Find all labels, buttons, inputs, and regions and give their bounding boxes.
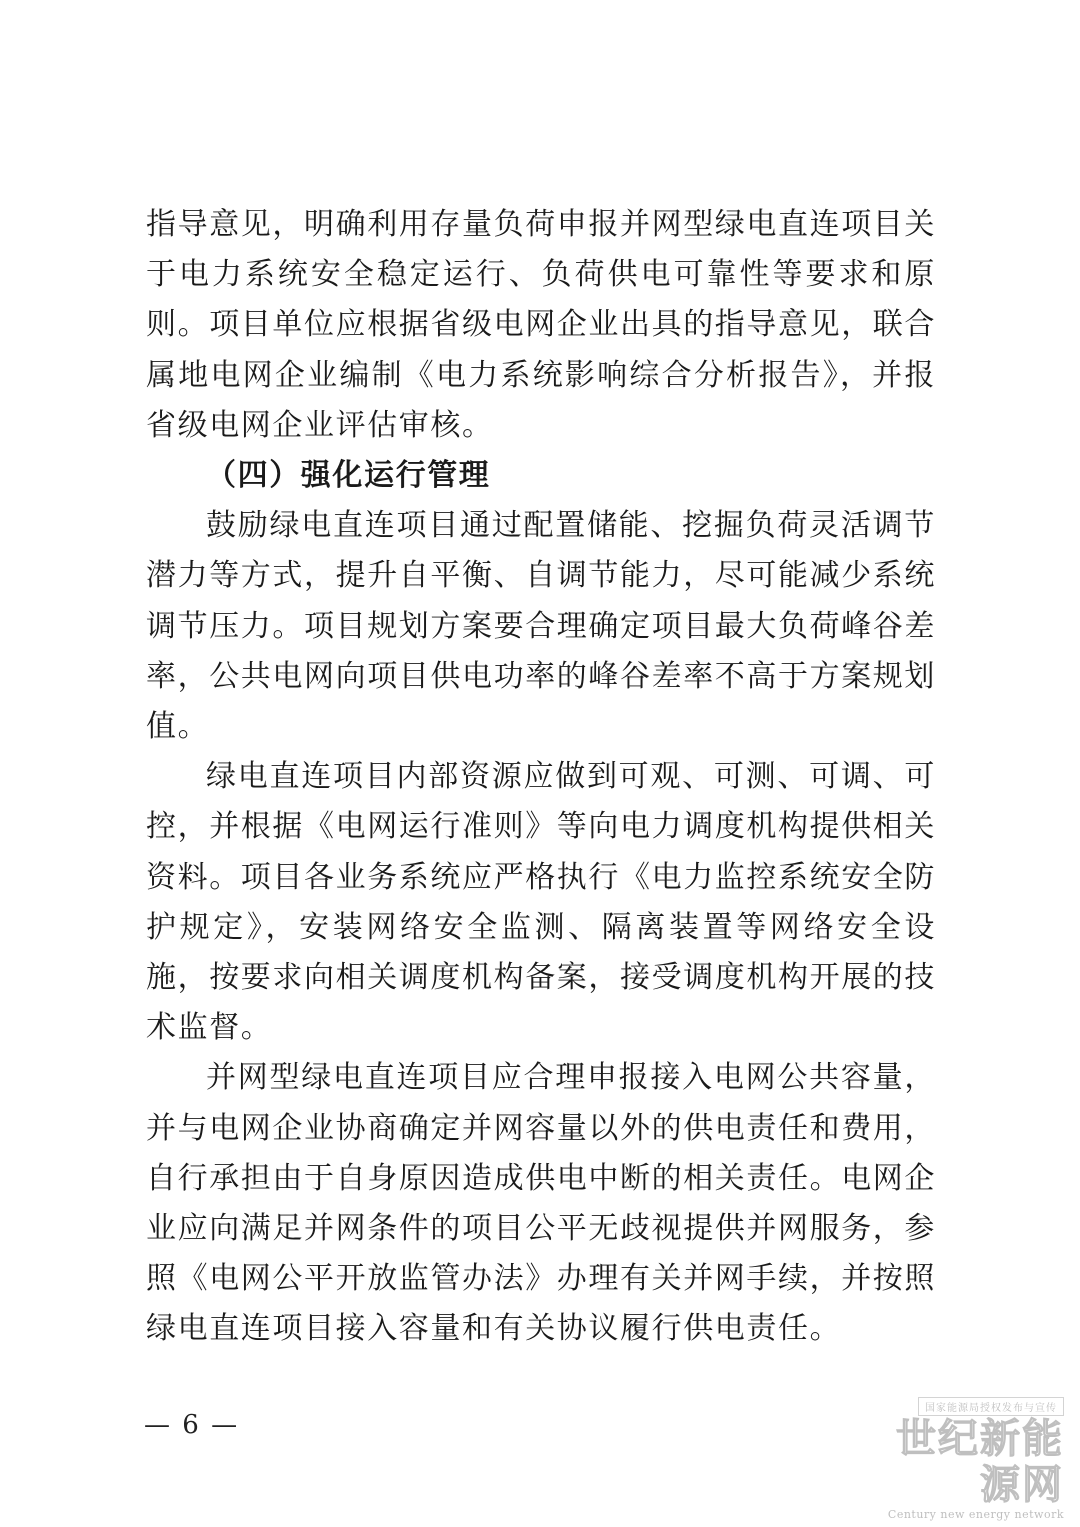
paragraph: 并网型绿电直连项目应合理申报接入电网公共容量，并与电网企业协商确定并网容量以外的供电责任和费用，自行承担由于自身原因造成供电中断的相关责任。电网企业应向满足并网条件的项目公平无歧视提供并网服务，参照《电网公平开放监管办法》办理有关并网手续，并按照绿电直连项目接入容量和有关协议履行供电责任。 [146, 1060, 936, 1347]
watermark-subtitle: Century new energy network [887, 1508, 1064, 1521]
page-number: — 6 — [144, 1410, 240, 1440]
watermark-tag: 国家能源局授权发布与宣传 [918, 1397, 1064, 1416]
watermark-title: 世纪新能源网 [896, 1416, 1064, 1508]
watermark-logo [864, 1396, 1064, 1521]
paragraph: 绿电直连项目内部资源应做到可观、可测、可调、可控，并根据《电网运行准则》等向电力调度机构提供相关资料。项目各业务系统应严格执行《电力监控系统安全防护规定》，安装网络安全监测、隔离装置等网络安全设施，按要求向相关调度机构备案，接受调度机构开展的技术监督。 [146, 759, 936, 1046]
section-heading: （四）强化运行管理 [206, 458, 491, 494]
document-body [146, 200, 936, 1355]
paragraph: 鼓励绿电直连项目通过配置储能、挖掘负荷灵活调节潜力等方式，提升自平衡、自调节能力，尽可能减少系统调节压力。项目规划方案要合理确定项目最大负荷峰谷差率，公共电网向项目供电功率的峰谷差率不高于方案规划值。 [146, 508, 936, 745]
paragraph-continued: 指导意见，明确利用存量负荷申报并网型绿电直连项目关于电力系统安全稳定运行、负荷供电可靠性等要求和原则。项目单位应根据省级电网企业出具的指导意见，联合属地电网企业编制《电力系统影响综合分析报告》，并报省级电网企业评估审核。 [146, 207, 936, 443]
